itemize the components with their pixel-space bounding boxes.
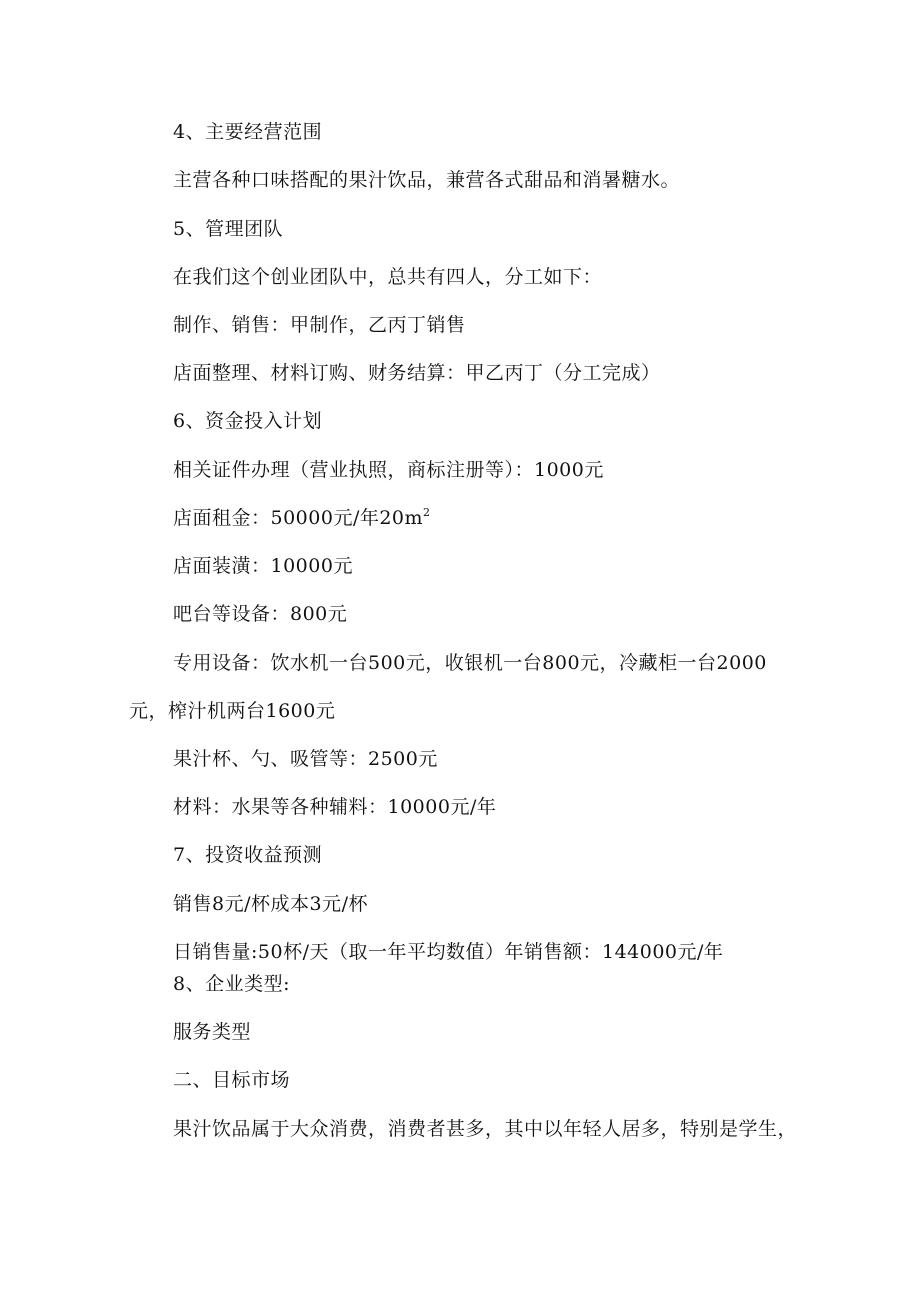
heading-return-forecast: 7、投资收益预测 <box>173 844 323 866</box>
paragraph-decoration-cost: 店面装潢：10000元 <box>173 555 353 577</box>
paragraph-special-equipment-cost-cont: 元，榨汁机两台1600元 <box>129 700 336 722</box>
paragraph-team-production-sales: 制作、销售：甲制作，乙丙丁销售 <box>173 314 466 336</box>
heading-target-market: 二、目标市场 <box>173 1069 291 1091</box>
paragraph-target-market: 果汁饮品属于大众消费，消费者甚多，其中以年轻人居多，特别是学生， <box>173 1118 798 1140</box>
heading-enterprise-type: 8、企业类型: <box>173 973 290 995</box>
paragraph-license-cost: 相关证件办理（营业执照，商标注册等）：1000元 <box>173 459 604 481</box>
paragraph-materials-cost: 材料：水果等各种辅料：10000元/年 <box>173 796 497 818</box>
paragraph-business-scope: 主营各种口味搭配的果汁饮品，兼营各式甜品和消暑糖水。 <box>173 169 681 191</box>
rent-cost-text: 店面租金：50000元/年20m <box>173 507 424 529</box>
heading-management-team: 5、管理团队 <box>173 218 284 240</box>
paragraph-special-equipment-cost: 专用设备：饮水机一台500元，收银机一台800元，冷藏柜一台2000 <box>173 652 767 674</box>
heading-capital-plan: 6、资金投入计划 <box>173 410 323 432</box>
paragraph-price-cost: 销售8元/杯成本3元/杯 <box>173 893 368 915</box>
paragraph-enterprise-type: 服务类型 <box>173 1021 252 1043</box>
paragraph-team-intro: 在我们这个创业团队中，总共有四人，分工如下： <box>173 266 603 288</box>
square-superscript: 2 <box>423 506 431 519</box>
paragraph-bar-equipment-cost: 吧台等设备：800元 <box>173 603 348 625</box>
paragraph-team-operations: 店面整理、材料订购、财务结算：甲乙丙丁（分工完成） <box>173 362 661 384</box>
paragraph-rent-cost <box>173 506 431 530</box>
paragraph-cups-cost: 果汁杯、勺、吸管等：2500元 <box>173 748 438 770</box>
paragraph-sales-volume: 日销售量:50杯/天（取一年平均数值）年销售额：144000元/年 <box>173 941 724 963</box>
heading-main-business-scope: 4、主要经营范围 <box>173 121 323 143</box>
